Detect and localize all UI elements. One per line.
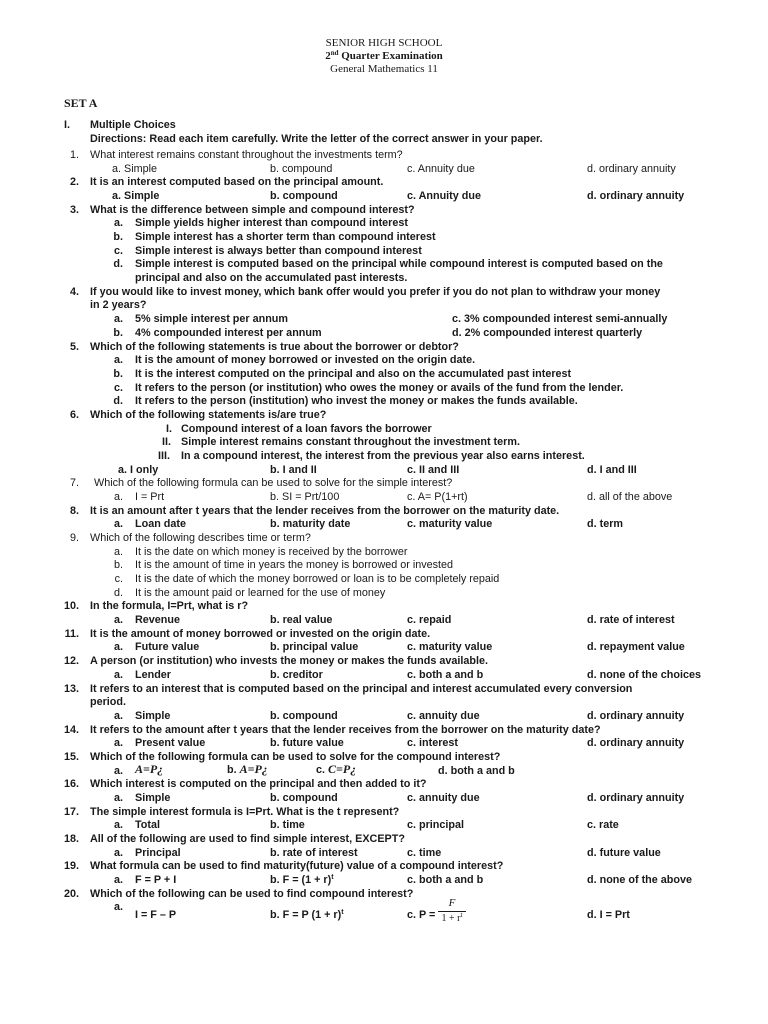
question-9-option-b: It is the amount of time in years the money is borrowed or invested: [135, 559, 454, 572]
question-14-option-letter: a.: [113, 737, 123, 750]
question-4-option-letter: a.: [113, 313, 123, 326]
question-6-option-c: c. II and III: [407, 463, 460, 476]
question-9-option-d: It is the amount paid or learned for the use of money: [135, 586, 386, 599]
exponent: t: [341, 909, 344, 917]
question-8-option-a: Loan date: [135, 518, 186, 531]
question-4-option-c: c. 3% compounded interest semi-annually: [452, 313, 668, 326]
question-3-option-c: Simple interest is always better than compound interest: [135, 244, 422, 257]
question-5-option-c: It refers to the person (or institution) who owes the money or avails of the fund from the lender.: [135, 381, 624, 394]
question-4-number: 4.: [69, 285, 79, 298]
question-11-option-d: d. repayment value: [587, 641, 685, 654]
compound-formula-fraction: [438, 897, 466, 925]
question-12-option-d: d. none of the choices: [587, 668, 701, 681]
question-12-number: 12.: [63, 655, 79, 668]
question-8-option-letter: a.: [113, 518, 123, 531]
school-name: SENIOR HIGH SCHOOL: [325, 37, 443, 49]
question-3-option-d-cont: principal and also on the accumulated past interests.: [135, 272, 408, 285]
question-14-option-b: b. future value: [270, 737, 344, 750]
question-19-option-d: d. none of the above: [587, 874, 692, 887]
question-1-text: What interest remains constant throughout the investments term?: [90, 149, 403, 161]
question-15-option-letter: a.: [113, 764, 123, 777]
question-13-option-b: b. compound: [270, 709, 338, 722]
question-7-option-a: I = Prt: [135, 491, 165, 503]
question-15-option-d: d. both a and b: [438, 764, 515, 777]
question-12-text: A person (or institution) who invests the money or makes the funds available.: [90, 655, 488, 668]
question-20-option-c: c. P =: [407, 909, 436, 922]
question-6-statement: Simple interest remains constant throughout the investment term.: [181, 436, 520, 449]
question-8-option-b: b. maturity date: [270, 518, 351, 531]
denominator-text: 1 + r: [441, 913, 461, 924]
question-9-option-letter: a.: [113, 545, 123, 558]
question-13-option-c: c. annuity due: [407, 709, 480, 722]
question-17-option-a: Total: [135, 819, 160, 832]
question-1-option-a: a. Simple: [112, 162, 158, 175]
question-18-option-letter: a.: [113, 846, 123, 859]
exam-ordinal-suffix: nd: [330, 49, 339, 57]
question-3-option-letter: a.: [113, 217, 123, 230]
question-19-number: 19.: [63, 860, 79, 873]
question-19-option-a: F = P + I: [135, 874, 177, 887]
question-5-option-letter: a.: [113, 354, 123, 367]
question-20-text: Which of the following can be used to find compound interest?: [90, 887, 414, 900]
question-16-option-a: Simple: [135, 791, 171, 804]
question-10-option-c: c. repaid: [407, 614, 452, 627]
question-12-option-a: Lender: [135, 668, 171, 681]
fraction-numerator: F: [448, 897, 456, 909]
question-10-option-letter: a.: [113, 614, 123, 627]
question-18-number: 18.: [63, 833, 79, 845]
question-19-text: What formula can be used to find maturity(future) value of a compound interest?: [90, 860, 504, 873]
question-20-number: 20.: [63, 887, 79, 900]
question-9-text: Which of the following describes time or term?: [90, 532, 311, 545]
question-15-option-b: [227, 763, 268, 777]
question-14-option-c: c. interest: [407, 737, 459, 750]
question-4-text: in 2 years?: [90, 299, 147, 312]
question-18-option-d: d. future value: [587, 846, 661, 859]
subject-title: General Mathematics 11: [330, 63, 438, 75]
question-14-number: 14.: [63, 723, 79, 736]
question-5-option-letter: d.: [113, 395, 123, 408]
question-12-option-c: c. both a and b: [407, 668, 484, 681]
question-8-text: It is an amount after t years that the lender receives from the borrower on the maturity date.: [90, 504, 560, 517]
question-17-text: The simple interest formula is I=Prt. What is the t represent?: [90, 805, 400, 818]
exam-title-rest: Quarter Examination: [338, 50, 443, 62]
question-18-text: All of the following are used to find simple interest, EXCEPT?: [90, 833, 405, 845]
question-13-text: It refers to an interest that is computed based on the principal and interest accumulated every conversion: [90, 682, 633, 695]
question-8-option-c: c. maturity value: [407, 518, 493, 531]
question-13-text: period.: [90, 696, 126, 709]
question-15-option-c: [316, 763, 356, 777]
question-13-option-d: d. ordinary annuity: [587, 709, 685, 722]
question-14-option-d: d. ordinary annuity: [587, 737, 685, 750]
question-6-statement: Compound interest of a loan favors the borrower: [181, 422, 432, 435]
question-10-number: 10.: [63, 600, 79, 613]
formula: A=P¿: [239, 761, 268, 776]
question-5-option-d: It refers to the person (institution) who invest the money or makes the funds available.: [135, 395, 578, 408]
question-5-option-b: It is the interest computed on the principal and also on the accumulated past interest: [135, 367, 572, 380]
question-17-option-letter: a.: [113, 819, 123, 832]
question-5-option-a: It is the amount of money borrowed or invested on the origin date.: [135, 354, 476, 367]
question-7-option-c: c. A= P(1+rt): [407, 491, 468, 503]
question-9-option-letter: c.: [114, 573, 123, 586]
question-7-text: Which of the following formula can be used to solve for the simple interest?: [94, 477, 453, 490]
question-7-number: 7.: [69, 477, 79, 490]
set-label: SET A: [64, 96, 98, 110]
question-7-option-b: b. SI = Prt/100: [270, 491, 340, 503]
question-17-number: 17.: [63, 805, 79, 818]
question-9-option-a: It is the date on which money is received by the borrower: [135, 545, 408, 558]
question-12-option-b: b. creditor: [270, 668, 323, 681]
question-14-option-a: Present value: [135, 737, 206, 750]
question-9-option-c: It is the date of which the money borrowed or loan is to be completely repaid: [135, 573, 500, 586]
question-3-option-a: Simple yields higher interest than compound interest: [135, 217, 408, 230]
question-2-number: 2.: [69, 176, 79, 189]
directions: Directions: Read each item carefully. Write the letter of the correct answer in your paper.: [90, 133, 543, 145]
question-3-option-letter: c.: [113, 244, 123, 257]
question-3-option-b: Simple interest has a shorter term than compound interest: [135, 231, 436, 244]
question-20-option-a: I = F – P: [135, 909, 177, 922]
question-18-option-b: b. rate of interest: [270, 846, 358, 859]
question-16-option-d: d. ordinary annuity: [587, 791, 685, 804]
question-3-option-d: Simple interest is computed based on the principal while compound interest is computed based on the: [135, 258, 663, 271]
question-5-number: 5.: [69, 340, 79, 353]
question-16-option-c: c. annuity due: [407, 791, 480, 804]
question-13-number: 13.: [63, 682, 79, 695]
question-11-option-a: Future value: [135, 641, 200, 654]
question-5-option-letter: b.: [113, 367, 123, 380]
question-9-option-letter: d.: [113, 586, 123, 599]
question-19-option-b: b. $F = (1 + r)^t$: [270, 874, 334, 887]
question-15-number: 15.: [63, 750, 79, 763]
question-3-text: What is the difference between simple and compound interest?: [90, 203, 415, 216]
question-10-text: In the formula, I=Prt, what is r?: [90, 600, 249, 613]
question-5-text: Which of the following statements is true about the borrower or debtor?: [90, 340, 459, 353]
question-2-option-c: c. Annuity due: [407, 190, 481, 203]
question-19-option-letter: a.: [113, 874, 123, 887]
question-6-option-a: a. I only: [118, 463, 159, 476]
question-8-option-d: d. term: [587, 518, 623, 531]
question-6-statement-numeral: I.: [166, 422, 172, 435]
question-5-option-letter: c.: [113, 381, 123, 394]
question-9-option-letter: b.: [113, 559, 123, 572]
question-20-option-d: d. I = Prt: [587, 909, 630, 922]
question-1-number: 1.: [69, 149, 79, 161]
question-10-option-d: d. rate of interest: [587, 614, 675, 627]
question-6-text: Which of the following statements is/are true?: [90, 408, 327, 421]
question-2-option-b: b. compound: [270, 190, 338, 203]
question-10-option-a: Revenue: [135, 614, 181, 627]
question-16-option-letter: a.: [113, 791, 123, 804]
question-11-option-letter: a.: [113, 641, 123, 654]
question-3-option-letter: b.: [113, 231, 123, 244]
question-4-option-a: 5% simple interest per annum: [135, 313, 289, 326]
question-6-statement-numeral: II.: [162, 436, 171, 449]
question-6-option-d: d. I and III: [587, 463, 637, 476]
question-6-statement: In a compound interest, the interest from the previous year also earns interest.: [181, 449, 585, 462]
question-4-text: If you would like to invest money, which bank offer would you prefer if you do not plan to withdraw your money: [90, 285, 661, 298]
question-1-option-d: d. ordinary annuity: [587, 162, 676, 175]
question-11-number: 11.: [64, 627, 79, 640]
question-13-option-a: Simple: [135, 709, 171, 722]
question-8-number: 8.: [69, 504, 79, 517]
question-4-option-letter: b.: [113, 326, 123, 339]
question-6-statement-numeral: III.: [158, 449, 170, 462]
question-10-option-b: b. real value: [270, 614, 333, 627]
question-7-option-letter: a.: [113, 491, 123, 503]
exam-ordinal: 2: [325, 50, 331, 62]
option-letter: c.: [316, 763, 329, 776]
question-16-option-b: b. compound: [270, 791, 338, 804]
question-3-number: 3.: [69, 203, 79, 216]
question-11-option-b: b. principal value: [270, 641, 359, 654]
question-9-number: 9.: [69, 532, 79, 545]
fraction-denominator: [438, 913, 466, 925]
question-7-option-d: d. all of the above: [587, 491, 673, 503]
question-14-text: It refers to the amount after t years that the lender receives from the borrower on the maturity date?: [90, 723, 601, 736]
question-17-option-c: c. principal: [407, 819, 464, 832]
question-16-text: Which interest is computed on the principal and then added to it?: [90, 778, 427, 791]
exam-title: [0, 50, 768, 63]
formula: C=P¿: [328, 761, 357, 776]
question-1-option-c: c. Annuity due: [407, 162, 475, 175]
question-2-option-a: a. Simple: [112, 190, 160, 203]
question-6-option-b: b. I and II: [270, 463, 317, 476]
question-4-option-d: d. 2% compounded interest quarterly: [452, 326, 643, 339]
question-4-option-b: 4% compounded interest per annum: [135, 326, 322, 339]
question-6-number: 6.: [69, 408, 79, 421]
question-17-option-d: c. rate: [587, 819, 619, 832]
question-18-option-c: c. time: [407, 846, 442, 859]
option-letter: b.: [227, 763, 240, 776]
question-11-text: It is the amount of money borrowed or invested on the origin date.: [90, 627, 431, 640]
section-numeral: I.: [64, 119, 70, 131]
question-15-text: Which of the following formula can be used to solve for the compound interest?: [90, 750, 501, 763]
question-11-option-c: c. maturity value: [407, 641, 493, 654]
question-18-option-a: Principal: [135, 846, 181, 859]
question-12-option-letter: a.: [113, 668, 123, 681]
denominator-exponent: t: [460, 911, 463, 919]
question-15-option-a: A=P¿: [135, 761, 164, 776]
question-3-option-letter: d.: [113, 258, 123, 271]
question-20-option-b: b. F = P $(1 + r)^t$: [270, 909, 344, 922]
question-2-text: It is an interest computed based on the principal amount.: [90, 176, 384, 189]
question-19-option-c: c. both a and b: [407, 874, 484, 887]
question-1-option-b: b. compound: [270, 162, 333, 175]
exponent: t: [331, 874, 334, 882]
question-16-number: 16.: [63, 778, 79, 791]
question-2-option-d: d. ordinary annuity: [587, 190, 685, 203]
question-13-option-letter: a.: [113, 709, 123, 722]
question-20-option-letter: a.: [113, 901, 123, 914]
question-17-option-b: b. time: [270, 819, 305, 832]
section-title: Multiple Choices: [90, 119, 176, 131]
